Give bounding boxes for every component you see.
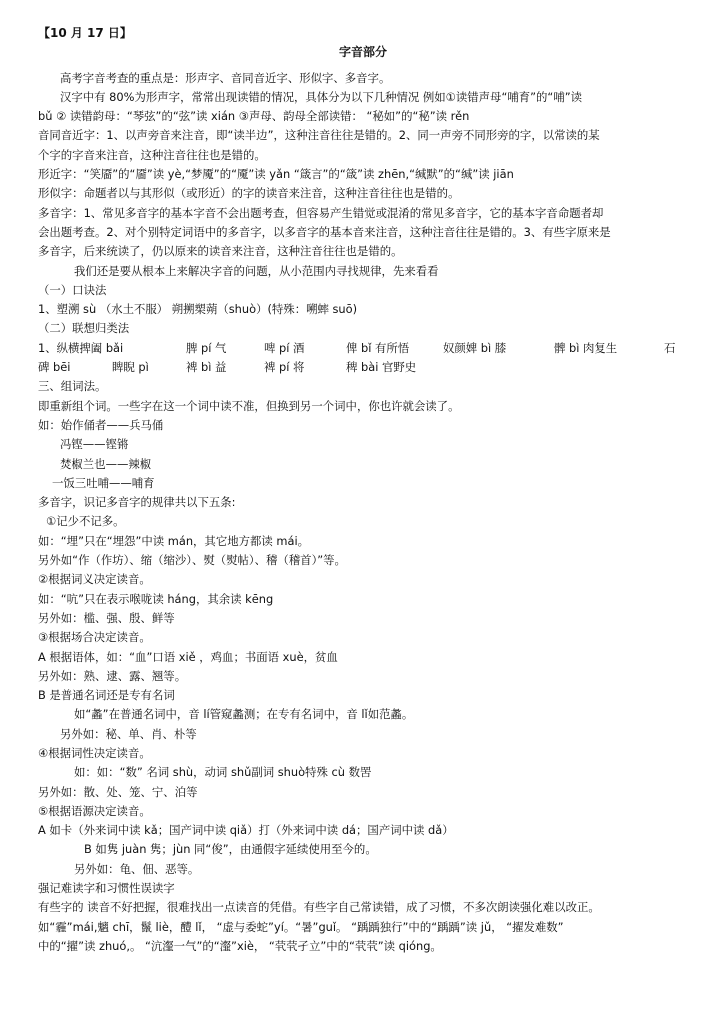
document-page: [38, 24, 688, 956]
xingjin-line: 形近字：“笑靥”的“靥”读 yè,“梦魇”的“魇”读 yǎn “箴言”的“箴”读 zhēn,“缄默”的“缄”读 jiān: [38, 167, 514, 182]
rule-3-b: B 是普通名词还是专有名词: [38, 688, 175, 703]
word-item: 碑 bēi: [38, 360, 71, 375]
section-3-example-2: 冯铿——铿锵: [60, 437, 129, 452]
rule-1-more: 另外如“作（作坊）、缩（缩沙）、熨（熨帖）、稽（稽首）”等。: [38, 553, 346, 568]
section-3-desc: 即重新组个词。一些字在这一个词中读不准，但换到另一个词中，你也许就会读了。: [38, 398, 460, 413]
xingsheng-line-2: bǔ ② 读错韵母：“琴弦”的“弦”读 xián ③声母、韵母全部读错： “秘如”的“秘”读 rěn: [38, 109, 470, 124]
rule-5-b: B 如隽 juàn 隽；jùn 同“俊”，由通假字延续使用至今的。: [84, 842, 377, 857]
hard-words-heading: 强记难读字和习惯性误读字: [38, 881, 175, 896]
section-3-example-4: 一饭三吐哺——哺育: [52, 475, 155, 490]
rule-3-a-more: 另外如：熟、逮、露、翘等。: [38, 668, 187, 683]
intro-paragraph: 高考字音考查的重点是：形声字、音同音近字、形似字、多音字。: [60, 70, 391, 85]
section-3-example-3: 焚椒兰也——辣椒: [60, 456, 152, 471]
rule-3-a: A 根据语体，如：“血”口语 xiě ，鸡血；书面语 xuè，贫血: [38, 649, 338, 664]
hard-words-line-1: 有些字的 读音不好把握，很难找出一点读音的凭借。有些字自己常读错，成了习惯，不多次朗读强化难以改正。: [38, 900, 600, 915]
rule-5-more: 另外如：龟、佃、恶等。: [74, 861, 200, 876]
word-item: 奴颜婢 bì 膝: [443, 340, 507, 355]
rule-4-more: 另外如：散、处、笼、宁、泊等: [38, 784, 198, 799]
word-item: 1、纵横捭阖 bǎi: [38, 340, 124, 355]
duoyin-line-2: 会出题考查。2、对个别特定词语中的多音字，以多音字的基本音来注音，这种注音往往是错的。3、有些字原来是: [38, 224, 611, 239]
section-3-heading: 三、组词法。: [38, 379, 107, 394]
rules-intro: 多音字，识记多音字的规律共以下五条:: [38, 495, 236, 510]
rule-2-more: 另外如：槛、强、殷、鲜等: [38, 610, 175, 625]
xingsheng-line-1: 汉字中有 80%为形声字，常常出现读错的情况，具体分为以下几种情况 例如①读错声母“哺育”的“哺”读: [60, 89, 583, 104]
word-item: 脾 pí 气: [186, 340, 227, 355]
rule-2-example: 如：“吭”只在表示喉咙读 háng，其余读 kēng: [38, 591, 274, 606]
rule-1-heading: ①记少不记多。: [46, 514, 125, 529]
rule-3-heading: ③根据场合决定读音。: [38, 630, 151, 645]
hard-words-line-2: 如“霾”mái,魑 chī，鬣 liè，醴 lǐ， “虚与委蛇”yí。“暑”guǐ。 “踽踽独行”中的“踽踽”读 jǔ， “擢发难数”: [38, 919, 564, 934]
word-item: 石: [664, 340, 676, 355]
word-item: 裨 pí 将: [264, 360, 305, 375]
word-item: 啤 pí 酒: [264, 340, 305, 355]
xingsi-line: 形似字：命题者以与其形似（或形近）的字的读音来注音，这种注音往往也是错的。: [38, 186, 460, 201]
page-title: 字音部分: [338, 45, 387, 60]
rule-4-example: 如：如：“数” 名词 shù，动词 shǔ副词 shuò特殊 cù 数罟: [74, 765, 372, 780]
section-2-row-1: [38, 339, 688, 358]
rule-3-b-more: 另外如：秘、单、肖、朴等: [60, 726, 197, 741]
hard-words-line-3: 中的“擢”读 zhuó,。 “沆瀣一气”的“瀣”xiè， “茕茕孑立”中的“茕茕”读 qióng。: [38, 938, 442, 953]
rule-3-b-example: 如“蠡”在普通名词中，音 lí管窥蠡测；在专有名词中，音 lǐ如范蠡。: [74, 707, 414, 722]
duoyin-line-1: 多音字：1、常见多音字的基本字音不会出题考查，但容易产生错觉或混淆的常见多音字，它的基本字音命题者却: [38, 205, 604, 220]
yinjin-line-2: 个字的字音来注音，这种注音往往也是错的。: [38, 147, 266, 162]
rule-4-heading: ④根据词性决定读音。: [38, 745, 151, 760]
word-item: 髀 bì 肉复生: [554, 340, 618, 355]
word-item: 裨 bì 益: [186, 360, 227, 375]
word-item: 稗 bài 官野史: [346, 360, 417, 375]
yinjin-line-1: 音同音近字：1、以声旁音来注音，即“读半边”，这种注音往往是错的。2、同一声旁不同形旁的字，以常读的某: [38, 128, 600, 143]
rule-5-heading: ⑤根据语源决定读音。: [38, 803, 151, 818]
word-item: 俾 bǐ 有所悟: [346, 340, 410, 355]
duoyin-line-3: 多音字，后来统读了，仍以原来的读音来注音，这种注音往往也是错的。: [38, 244, 403, 259]
root-line: 我们还是要从根本上来解决字音的问题，从小范围内寻找规律，先来看看: [74, 263, 439, 278]
section-2-heading: （二）联想归类法: [38, 321, 130, 336]
section-1-heading: （一）口诀法: [38, 282, 107, 297]
rule-1-example: 如：“埋”只在“埋怨”中读 mán，其它地方都读 mái。: [38, 533, 310, 548]
rule-5-a: A 如卡（外来词中读 kǎ；国产词中读 qiǎ）打（外来词中读 dá；国产词中读 dǎ）: [38, 823, 454, 838]
date-heading: 【10 月 17 日】: [38, 26, 132, 40]
word-item: 睥睨 pì: [112, 360, 149, 375]
rule-2-heading: ②根据词义决定读音。: [38, 572, 151, 587]
section-1-line: 1、塑溯 sù （水土不服） 朔搠槊蒴（shuò）(特殊：嗍蟀 suō): [38, 302, 358, 317]
section-2-row-2: [38, 358, 688, 377]
section-3-example-1: 如：始作俑者——兵马俑: [38, 417, 164, 432]
